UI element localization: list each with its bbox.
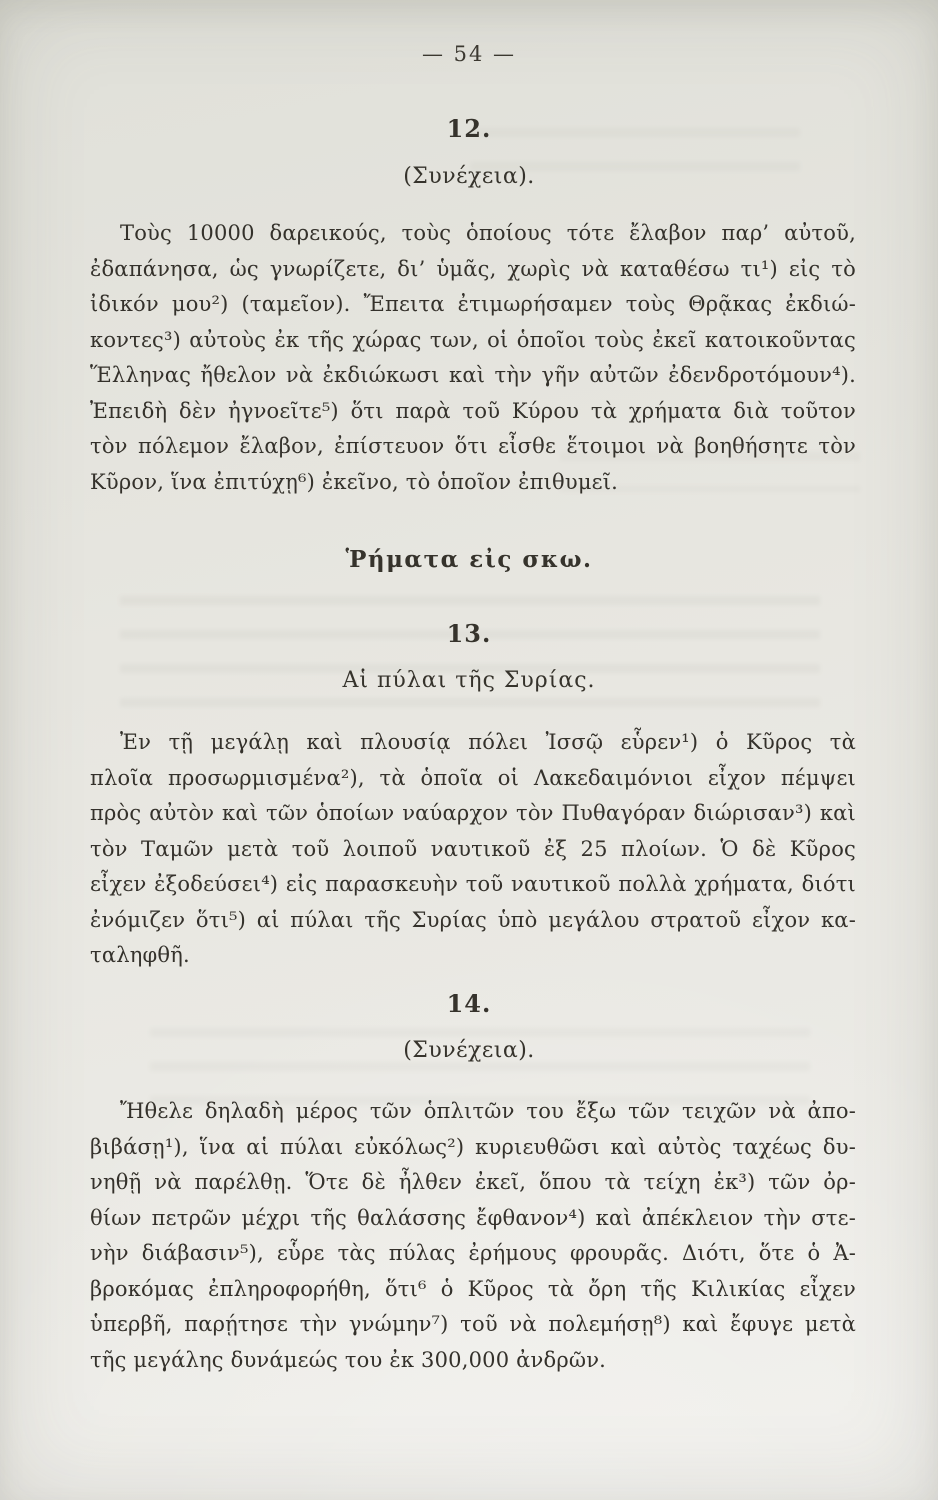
text-line: βιβάσῃ¹), ἵνα αἱ πύλαι εὐκόλως²) κυριευθῶσι καὶ αὐτὸς ταχέως δυ-: [90, 1134, 856, 1159]
page-number: — 54 —: [421, 42, 517, 66]
text-line: νὴν διάβασιν⁵), εὗρε τὰς πύλας ἐρήμους φρουρᾶς. Διότι, ὅτε ὁ Ἀ-: [90, 1241, 856, 1265]
text-line: Ἐπειδὴ δὲν ἠγνοεῖτε⁵) ὅτι παρὰ τοῦ Κύρου τὰ χρήματα διὰ τοῦτον: [90, 398, 856, 423]
section-14-subtitle: (Συνέχεια).: [403, 1038, 535, 1063]
section-12-subtitle: (Συνέχεια).: [403, 164, 535, 189]
text-line: θίων πετρῶν μέχρι τῆς θαλάσσης ἔφθανον⁴) καὶ ἀπέκλειον τὴν στε-: [90, 1205, 856, 1230]
text-line: ἰδικόν μου²) (ταμεῖον). Ἔπειτα ἐτιμωρήσαμεν τοὺς Θρᾷκας ἐκδιώ-: [90, 292, 856, 316]
text-line: ἐδαπάνησα, ὡς γνωρίζετε, δι’ ὑμᾶς, χωρὶς νὰ καταθέσω τι¹) εἰς τὸ: [90, 256, 856, 281]
text-line: ἐνόμιζεν ὅτι⁵) αἱ πύλαι τῆς Συρίας ὑπὸ μεγάλου στρατοῦ εἶχον κα-: [90, 907, 856, 932]
text-line: πλοῖα προσωρμισμένα²), τὰ ὁποῖα οἱ Λακεδαιμόνιοι εἶχον πέμψει: [90, 765, 856, 790]
text-line: τὸν πόλεμον ἔλαβον, ἐπίστευον ὅτι εἶσθε ἕτοιμοι νὰ βοηθήσητε τὸν: [90, 434, 856, 458]
text-line: ὑπερβῆ, παρῄτησε τὴν γνώμην⁷) τοῦ νὰ πολεμήσῃ⁸) καὶ ἔφυγε μετὰ: [90, 1312, 856, 1336]
text-line: Ἕλληνας ἤθελον νὰ ἐκδιώκωσι καὶ τὴν γῆν αὐτῶν ἐδενδροτόμουν⁴).: [90, 363, 856, 387]
text-line: Τοὺς 10000 δαρεικούς, τοὺς ὁποίους τότε ἔλαβον παρ’ αὐτοῦ,: [120, 221, 856, 245]
text-line: τῆς μεγάλης δυνάμεώς του ἐκ 300,000 ἀνδρῶν.: [90, 1347, 607, 1372]
text-line: πρὸς αὐτὸν καὶ τῶν ὁποίων ναύαρχον τὸν Πυθαγόραν διώρισαν³) καὶ: [90, 801, 856, 825]
section-14-number: 14.: [446, 989, 492, 1018]
text-line: τὸν Ταμῶν μετὰ τοῦ λοιποῦ ναυτικοῦ ἐξ 25 πλοίων. Ὁ δὲ Κῦρος: [90, 836, 856, 861]
section-12-number: 12.: [446, 114, 492, 143]
section-14-paragraph: [90, 1094, 856, 1378]
text-line: Ἐν τῇ μεγάλῃ καὶ πλουσίᾳ πόλει Ἰσσῷ εὗρεν¹) ὁ Κῦρος τὰ: [120, 730, 856, 754]
text-line: εἶχεν ἐξοδεύσει⁴) εἰς παρασκευὴν τοῦ ναυτικοῦ πολλὰ χρήματα, διότι: [90, 872, 856, 896]
section-13-number: 13.: [446, 619, 492, 648]
text-line: ταληφθῆ.: [90, 943, 190, 967]
text-line: βροκόμας ἐπληροφορήθη, ὅτι⁶ ὁ Κῦρος τὰ ὄρη τῆς Κιλικίας εἶχεν: [90, 1276, 856, 1301]
text-line: νηθῇ νὰ παρέλθῃ. Ὅτε δὲ ἦλθεν ἐκεῖ, ὅπου τὰ τείχη ἐκ³) τῶν ὀρ-: [90, 1170, 856, 1194]
section-12-paragraph: [90, 216, 856, 500]
text-line: Ἤθελε δηλαδὴ μέρος τῶν ὁπλιτῶν του ἔξω τῶν τειχῶν νὰ ἀπο-: [120, 1099, 856, 1123]
section-13-title: Αἱ πύλαι τῆς Συρίας.: [342, 668, 596, 693]
section-13-paragraph: [90, 725, 856, 974]
text-line: Κῦρον, ἵνα ἐπιτύχῃ⁶) ἐκεῖνο, τὸ ὁποῖον ἐπιθυμεῖ.: [90, 469, 619, 494]
verbs-category-heading: Ῥήματα εἰς σκω.: [345, 546, 593, 573]
text-line: κοντες³) αὐτοὺς ἐκ τῆς χώρας των, οἱ ὁποῖοι τοὺς ἐκεῖ κατοικοῦντας: [90, 327, 856, 352]
